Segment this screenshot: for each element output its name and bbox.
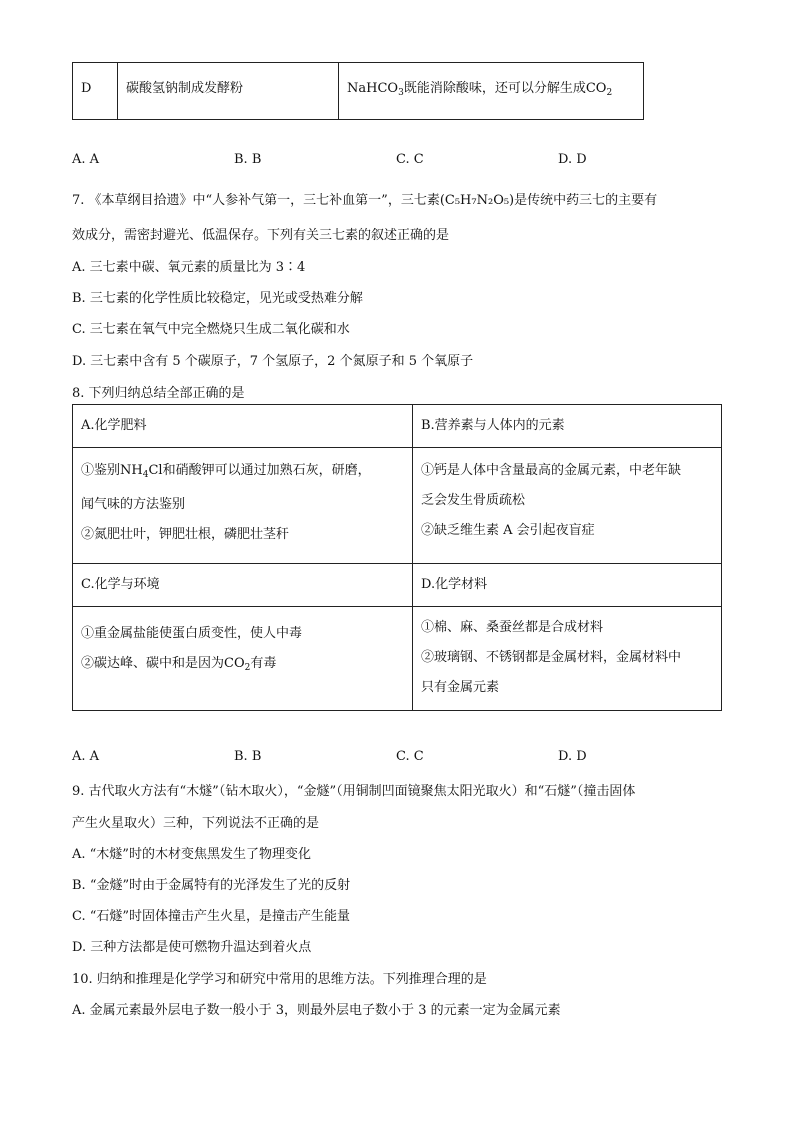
q6-choices: [72, 152, 732, 167]
q9-option-b[interactable]: B. “金燧”时由于金属特有的光泽发生了光的反射: [72, 878, 351, 893]
q7-option-b[interactable]: B. 三七素的化学性质比较稳定，见光或受热难分解: [72, 291, 363, 306]
q9-option-d[interactable]: D. 三种方法都是使可燃物升温达到着火点: [72, 940, 312, 955]
choice-b[interactable]: B. B: [234, 152, 262, 167]
q7-option-c[interactable]: C. 三七素在氧气中完全燃烧只生成二氧化碳和水: [72, 322, 350, 337]
q7-stem-line2: 效成分，需密封避光、低温保存。下列有关三七素的叙述正确的是: [72, 228, 450, 243]
q8-cell-a-body: ①鉴别$NH_4Cl$和硝酸钾可以通过加熟石灰，研磨， 闻气味的方法鉴别 ②氮肥壮叶，钾肥壮根，磷肥壮茎秆: [73, 448, 413, 564]
choice-d[interactable]: D. D: [558, 152, 587, 167]
q9-option-c[interactable]: C. “石燧”时固体撞击产生火星，是撞击产生能量: [72, 909, 351, 924]
q10-option-a[interactable]: A. 金属元素最外层电子数一般小于 3，则最外层电子数小于 3 的元素一定为金属元素: [72, 1003, 561, 1018]
table-row: [73, 405, 722, 448]
table-row: [73, 448, 722, 564]
q6-table: [72, 62, 644, 120]
q10-stem: 10. 归纳和推理是化学学习和研究中常用的思维方法。下列推理合理的是: [72, 972, 487, 987]
q7-option-a[interactable]: A. 三七素中碳、氧元素的质量比为 3∶4: [72, 260, 306, 275]
q6-row-explanation: NaHCO$_3$既能消除酸味，还可以分解生成$CO_2$: [339, 63, 644, 120]
q9-stem-line2: 产生火星取火）三种，下列说法不正确的是: [72, 816, 320, 831]
choice-d[interactable]: D. D: [558, 749, 587, 764]
q8-cell-b-head: B.营养素与人体内的元素: [413, 405, 722, 448]
choice-a[interactable]: A. A: [72, 152, 100, 167]
choice-c[interactable]: C. C: [396, 152, 424, 167]
q8-stem: 8. 下列归纳总结全部正确的是: [72, 386, 245, 401]
table-row: [73, 607, 722, 711]
choice-b[interactable]: B. B: [234, 749, 262, 764]
table-row: [73, 564, 722, 607]
q8-table: [72, 404, 722, 711]
q8-cell-a-head: A.化学肥料: [73, 405, 413, 448]
q6-row-item: 碳酸氢钠制成发酵粉: [118, 63, 339, 120]
q8-cell-c-body: ①重金属盐能使蛋白质变性，使人中毒 ②碳达峰、碳中和是因为$CO_2$有毒: [73, 607, 413, 711]
q7-option-d[interactable]: D. 三七素中含有 5 个碳原子，7 个氢原子，2 个氮原子和 5 个氧原子: [72, 354, 474, 369]
q8-cell-d-head: D.化学材料: [413, 564, 722, 607]
q7-stem-line1: 7. 《本草纲目拾遗》中“人参补气第一，三七补血第一”，三七素(C₅H₇N₂O₅)是传统中药三七的主要有: [72, 193, 658, 208]
q7-formula: (C₅H₇N₂O₅): [439, 193, 515, 208]
q6-row-label: D: [73, 63, 118, 120]
q9-stem-line1: 9. 古代取火方法有“木燧”（钻木取火），“金燧”（用铜制凹面镜聚焦太阳光取火）和“石燧”（撞击固体: [72, 784, 636, 799]
q8-choices: [72, 749, 732, 764]
q8-cell-b-body: ①钙是人体中含量最高的金属元素，中老年缺 乏会发生骨质疏松 ②缺乏维生素 A 会引起夜盲症: [413, 448, 722, 564]
q9-option-a[interactable]: A. “木燧”时的木材变焦黑发生了物理变化: [72, 847, 311, 862]
table-row: [73, 63, 644, 120]
choice-a[interactable]: A. A: [72, 749, 100, 764]
q8-cell-c-head: C.化学与环境: [73, 564, 413, 607]
q8-cell-d-body: ①棉、麻、桑蚕丝都是合成材料 ②玻璃钢、不锈钢都是金属材料，金属材料中 只有金属元素: [413, 607, 722, 711]
choice-c[interactable]: C. C: [396, 749, 424, 764]
